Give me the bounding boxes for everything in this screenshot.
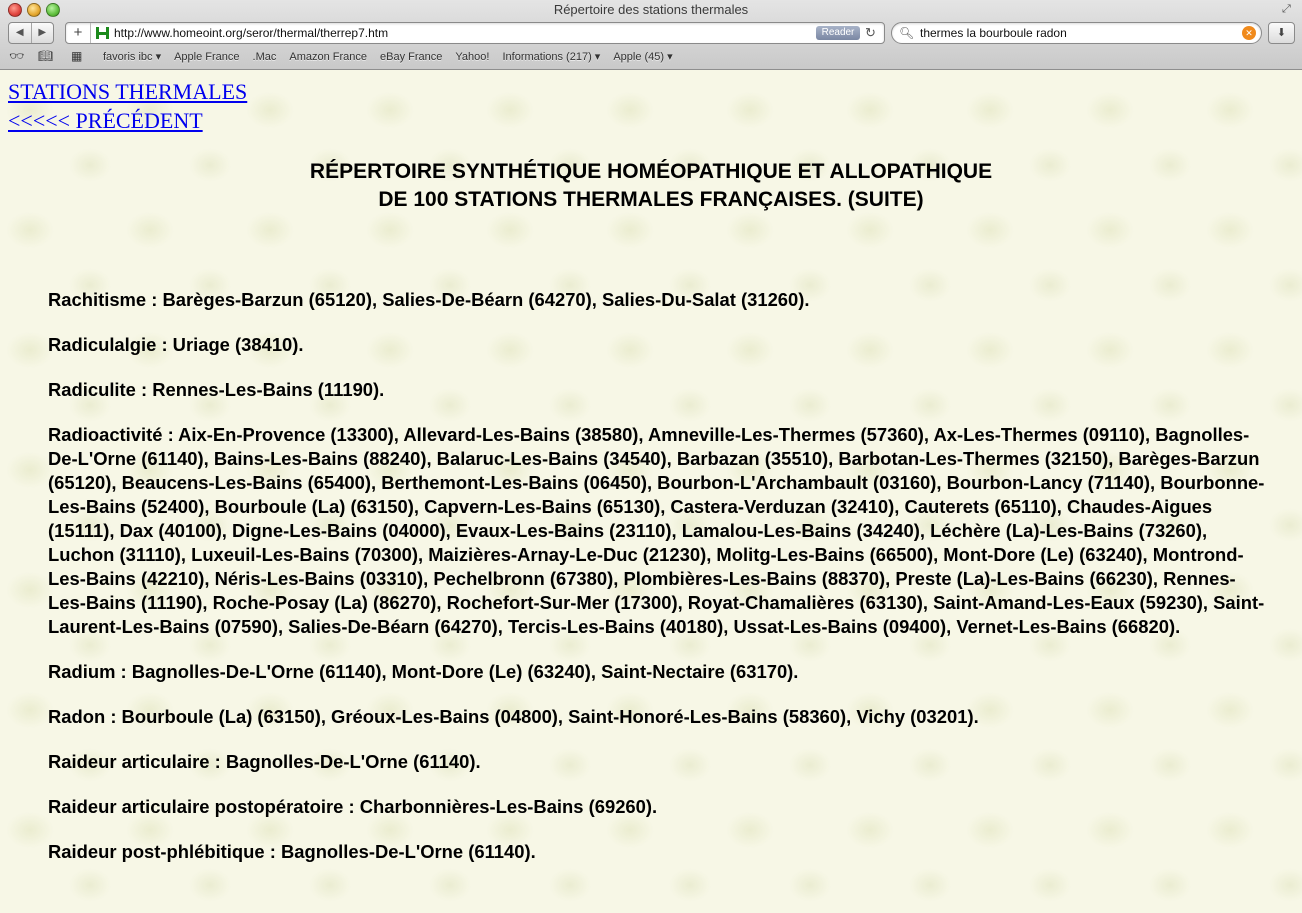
url-text[interactable]: http://www.homeoint.org/seror/thermal/therrep7.htm [114, 26, 389, 40]
search-field[interactable] [891, 22, 1262, 44]
bookmark-item[interactable]: Amazon France [289, 51, 368, 63]
entry-radioactivite: Radioactivité : Aix-En-Provence (13300), Allevard-Les-Bains (38580), Amneville-Les-Thermes (57360), Ax-Les-Thermes (09110), Bagnolles-De-L'Orne (61140), Bains-Les-Bains (88240), Balaruc-Les-Bains (34540), Barbazan (35510), Barbotan-Les-Thermes (32150), Barèges-Barzun (65120), Beaucens-Les-Bains (65400), Berthemont-Les-Bains (06450), Bourbon-L'Archambault (03160), Bourbon-Lancy (71140), Bourbonne-Les-Bains (52400), Bourboule (La) (63150), Capvern-Les-Bains (65130), Castera-Verduzan (32410), Cauterets (65110), Chaudes-Aigues (15111), Dax (40100), Digne-Les-Bains (04000), Evaux-Les-Bains (23110), Lamalou-Les-Bains (34240), Léchère (La)-Les-Bains (73260), Luchon (31110), Luxeuil-Les-Bains (70300), Maizières-Arnay-Le-Duc (21230), Molitg-Les-Bains (66500), Mont-Dore (Le) (63240), Montrond-Les-Bains (42210), Néris-Les-Bains (03310), Pechelbronn (67380), Plombières-Les-Bains (88370), Preste (La)-Les-Bains (66230), Rennes-Les-Bains (11190), Roche-Posay (La) (86270), Rochefort-Sur-Mer (17300), Royat-Chamalières (63130), Saint-Amand-Les-Eaux (59230), Saint-Laurent-Les-Bains (07590), Salies-De-Béarn (64270), Tercis-Les-Bains (40180), Ussat-Les-Bains (09400), Vernet-Les-Bains (66820). [48, 424, 1265, 637]
stations-thermales-link[interactable]: STATIONS THERMALES [8, 79, 248, 104]
reload-icon[interactable]: ↻ [865, 25, 876, 40]
downloads-button[interactable]: ⬇ [1268, 22, 1295, 44]
entry-radiculalgie: Radiculalgie : Uriage (38410). [48, 334, 304, 355]
entries-list [48, 288, 1268, 885]
address-bar[interactable] [65, 22, 885, 44]
back-button[interactable]: ◀ [9, 23, 32, 43]
bookmark-item[interactable]: favoris ibc ▾ [103, 51, 162, 63]
favicon-icon [96, 27, 110, 39]
browser-chrome [0, 0, 1302, 70]
back-forward-buttons [8, 22, 54, 44]
title-bar [0, 0, 1302, 20]
window-title: Répertoire des stations thermales [553, 2, 749, 17]
reader-button[interactable]: Reader [816, 26, 860, 40]
fullscreen-icon[interactable]: ⤢ [1282, 3, 1291, 15]
bookmarks-icon[interactable]: 📖︎ [38, 49, 54, 63]
entry-raideur-articulaire: Raideur articulaire : Bagnolles-De-L'Orne (61140). [48, 751, 481, 772]
web-page-content [0, 70, 1302, 913]
entry-radon: Radon : Bourboule (La) (63150), Gréoux-Les-Bains (04800), Saint-Honoré-Les-Bains (58360), Vichy (03201). [48, 706, 979, 727]
search-icon: 🔍︎ [899, 26, 915, 40]
bookmark-items [103, 47, 686, 67]
bookmark-item[interactable]: Apple (45) ▾ [613, 51, 673, 63]
bookmarks-bar [0, 47, 1302, 67]
search-input[interactable]: thermes la bourboule radon [920, 26, 1067, 40]
entry-radiculite: Radiculite : Rennes-Les-Bains (11190). [48, 379, 385, 400]
previous-page-link[interactable]: <<<<< PRÉCÉDENT [8, 108, 203, 133]
entry-raideur-post-phlebitique: Raideur post-phlébitique : Bagnolles-De-L'Orne (61140). [48, 841, 536, 862]
bookmark-item[interactable]: eBay France [380, 51, 443, 63]
page-title-line-1: RÉPERTOIRE SYNTHÉTIQUE HOMÉOPATHIQUE ET ALLOPATHIQUE [309, 160, 993, 183]
page-title-line-2: DE 100 STATIONS THERMALES FRANÇAISES. (SUITE) [378, 188, 924, 211]
bookmark-item[interactable]: Informations (217) ▾ [502, 51, 601, 63]
entry-raideur-articulaire-postoperatoire: Raideur articulaire postopératoire : Charbonnières-Les-Bains (69260). [48, 796, 658, 817]
reading-list-icon[interactable]: 👓︎ [9, 49, 25, 63]
forward-button[interactable]: ▶ [38, 27, 47, 38]
entry-rachitisme: Rachitisme : Barèges-Barzun (65120), Salies-De-Béarn (64270), Salies-Du-Salat (31260). [48, 289, 810, 310]
bookmark-item[interactable]: .Mac [252, 51, 277, 63]
top-sites-icon[interactable]: ▦ [71, 49, 83, 63]
clear-search-icon[interactable]: ✕ [1242, 26, 1256, 40]
bookmark-item[interactable]: Yahoo! [455, 51, 490, 63]
entry-radium: Radium : Bagnolles-De-L'Orne (61140), Mont-Dore (Le) (63240), Saint-Nectaire (63170). [48, 661, 799, 682]
add-bookmark-button[interactable]: + [66, 23, 91, 43]
bookmark-item[interactable]: Apple France [174, 51, 240, 63]
toolbar [0, 21, 1302, 46]
